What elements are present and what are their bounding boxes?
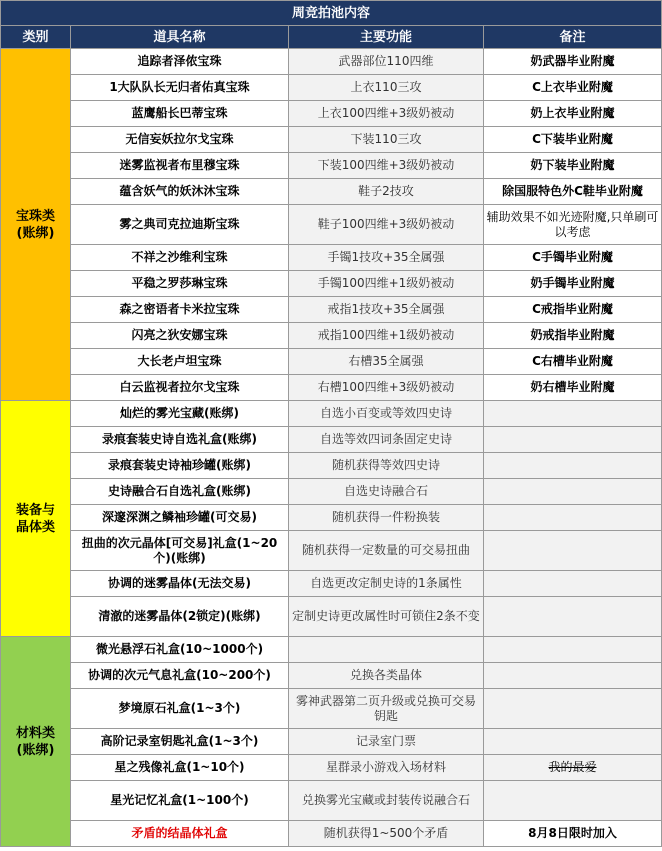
item-function: 手镯1技攻+35全属强 xyxy=(289,245,484,271)
item-note: 奶戒指毕业附魔 xyxy=(484,323,662,349)
table-row xyxy=(1,689,662,729)
item-note xyxy=(484,781,662,821)
item-function: 随机获得一定数量的可交易扭曲 xyxy=(289,531,484,571)
table-row xyxy=(1,597,662,637)
item-function: 鞋子2技攻 xyxy=(289,179,484,205)
item-function: 武器部位110四维 xyxy=(289,49,484,75)
item-note: 奶右槽毕业附魔 xyxy=(484,375,662,401)
item-function: 随机获得1~500个矛盾 xyxy=(289,821,484,847)
item-name: 矛盾的结晶体礼盒 xyxy=(71,821,289,847)
item-function: 右槽100四维+3级奶被动 xyxy=(289,375,484,401)
item-note xyxy=(484,637,662,663)
item-name: 深邃深渊之鳞袖珍罐(可交易) xyxy=(71,505,289,531)
item-function: 随机获得一件粉换装 xyxy=(289,505,484,531)
table-row xyxy=(1,453,662,479)
item-function: 自选更改定制史诗的1条属性 xyxy=(289,571,484,597)
item-name: 星光记忆礼盒(1~100个) xyxy=(71,781,289,821)
item-note xyxy=(484,729,662,755)
item-note: C戒指毕业附魔 xyxy=(484,297,662,323)
item-name: 平稳之罗莎琳宝珠 xyxy=(71,271,289,297)
item-function: 下装100四维+3级奶被动 xyxy=(289,153,484,179)
item-function: 雾神武器第二页升级或兑换可交易钥匙 xyxy=(289,689,484,729)
item-function: 记录室门票 xyxy=(289,729,484,755)
item-note xyxy=(484,689,662,729)
item-function: 随机获得等效四史诗 xyxy=(289,453,484,479)
category-materials: 材料类 (账绑) xyxy=(1,637,71,847)
item-note: 我的最爱 xyxy=(484,755,662,781)
item-function: 星群录小游戏入场材料 xyxy=(289,755,484,781)
header-category: 类别 xyxy=(1,26,71,49)
item-function: 自选史诗融合石 xyxy=(289,479,484,505)
table-row xyxy=(1,179,662,205)
item-name: 蕴含妖气的妖沐沐宝珠 xyxy=(71,179,289,205)
table-row xyxy=(1,821,662,847)
item-note xyxy=(484,663,662,689)
item-function xyxy=(289,637,484,663)
table-row xyxy=(1,245,662,271)
item-name: 追踪者泽侬宝珠 xyxy=(71,49,289,75)
table-title: 周竞拍池内容 xyxy=(1,1,662,26)
item-note-empty xyxy=(484,401,662,427)
table-row xyxy=(1,571,662,597)
item-function: 兑换雾光宝藏或封装传说融合石 xyxy=(289,781,484,821)
table-row xyxy=(1,153,662,179)
table-row xyxy=(1,479,662,505)
item-name: 史诗融合石自选礼盒(账绑) xyxy=(71,479,289,505)
item-note: C下装毕业附魔 xyxy=(484,127,662,153)
table-row xyxy=(1,375,662,401)
item-function: 自选等效四词条固定史诗 xyxy=(289,427,484,453)
item-name: 录痕套装史诗袖珍罐(账绑) xyxy=(71,453,289,479)
item-function: 定制史诗更改属性时可锁住2条不变 xyxy=(289,597,484,637)
item-name: 无信妄妖拉尔戈宝珠 xyxy=(71,127,289,153)
item-function: 戒指1技攻+35全属强 xyxy=(289,297,484,323)
table-row xyxy=(1,663,662,689)
item-name: 不祥之沙维利宝珠 xyxy=(71,245,289,271)
item-function: 戒指100四维+1级奶被动 xyxy=(289,323,484,349)
item-name: 录痕套装史诗自选礼盒(账绑) xyxy=(71,427,289,453)
item-note: 奶手镯毕业附魔 xyxy=(484,271,662,297)
item-note: 奶上衣毕业附魔 xyxy=(484,101,662,127)
item-note-empty xyxy=(484,427,662,453)
item-name: 1大队队长无归者佑真宝珠 xyxy=(71,75,289,101)
item-name: 微光悬浮石礼盒(10~1000个) xyxy=(71,637,289,663)
table-row xyxy=(1,297,662,323)
item-function: 手镯100四维+1级奶被动 xyxy=(289,271,484,297)
table-row xyxy=(1,401,662,427)
item-function: 下装110三攻 xyxy=(289,127,484,153)
item-name: 森之密语者卡米拉宝珠 xyxy=(71,297,289,323)
header-row xyxy=(1,26,662,49)
table-row xyxy=(1,101,662,127)
table-row xyxy=(1,127,662,153)
table-row xyxy=(1,205,662,245)
item-name: 协调的次元气息礼盒(10~200个) xyxy=(71,663,289,689)
item-note: 奶下装毕业附魔 xyxy=(484,153,662,179)
table-row xyxy=(1,781,662,821)
item-note: 除国服特色外C鞋毕业附魔 xyxy=(484,179,662,205)
item-name: 扭曲的次元晶体[可交易]礼盒(1~20个)(账绑) xyxy=(71,531,289,571)
category-gems: 宝珠类 (账绑) xyxy=(1,49,71,401)
table-row xyxy=(1,755,662,781)
table-row xyxy=(1,323,662,349)
item-note: 8月8日限时加入 xyxy=(484,821,662,847)
header-item: 道具名称 xyxy=(71,26,289,49)
item-function: 兑换各类晶体 xyxy=(289,663,484,689)
item-function: 鞋子100四维+3级奶被动 xyxy=(289,205,484,245)
item-note-empty xyxy=(484,453,662,479)
item-note-empty xyxy=(484,505,662,531)
item-note: 辅助效果不如光迹附魔,只单刷可以考虑 xyxy=(484,205,662,245)
category-equipment: 装备与 晶体类 xyxy=(1,401,71,637)
item-name: 星之残像礼盒(1~10个) xyxy=(71,755,289,781)
item-name: 灿烂的雾光宝藏(账绑) xyxy=(71,401,289,427)
item-function: 自选小百变或等效四史诗 xyxy=(289,401,484,427)
item-name: 清澈的迷雾晶体(2锁定)(账绑) xyxy=(71,597,289,637)
header-function: 主要功能 xyxy=(289,26,484,49)
table-row xyxy=(1,637,662,663)
item-name: 迷雾监视者布里穆宝珠 xyxy=(71,153,289,179)
header-note: 备注 xyxy=(484,26,662,49)
table-row xyxy=(1,49,662,75)
item-note-empty xyxy=(484,571,662,597)
item-note-empty xyxy=(484,531,662,571)
item-name: 蓝鹰船长巴蒂宝珠 xyxy=(71,101,289,127)
item-note: C手镯毕业附魔 xyxy=(484,245,662,271)
item-note: C右槽毕业附魔 xyxy=(484,349,662,375)
item-name: 协调的迷雾晶体(无法交易) xyxy=(71,571,289,597)
table-row xyxy=(1,505,662,531)
item-name: 梦境原石礼盒(1~3个) xyxy=(71,689,289,729)
item-note: C上衣毕业附魔 xyxy=(484,75,662,101)
item-name: 大长老卢坦宝珠 xyxy=(71,349,289,375)
item-note-empty xyxy=(484,479,662,505)
item-note-empty xyxy=(484,597,662,637)
item-function: 右槽35全属强 xyxy=(289,349,484,375)
table-row xyxy=(1,75,662,101)
table-row xyxy=(1,427,662,453)
item-note: 奶武器毕业附魔 xyxy=(484,49,662,75)
item-name: 闪亮之狄安娜宝珠 xyxy=(71,323,289,349)
title-row xyxy=(1,1,662,26)
table-row xyxy=(1,349,662,375)
item-name: 高阶记录室钥匙礼盒(1~3个) xyxy=(71,729,289,755)
item-function: 上衣100四维+3级奶被动 xyxy=(289,101,484,127)
table-row xyxy=(1,271,662,297)
item-function: 上衣110三攻 xyxy=(289,75,484,101)
table-row xyxy=(1,729,662,755)
table-row xyxy=(1,531,662,571)
item-name: 白云监视者拉尔戈宝珠 xyxy=(71,375,289,401)
item-name: 雾之典司克拉迪斯宝珠 xyxy=(71,205,289,245)
